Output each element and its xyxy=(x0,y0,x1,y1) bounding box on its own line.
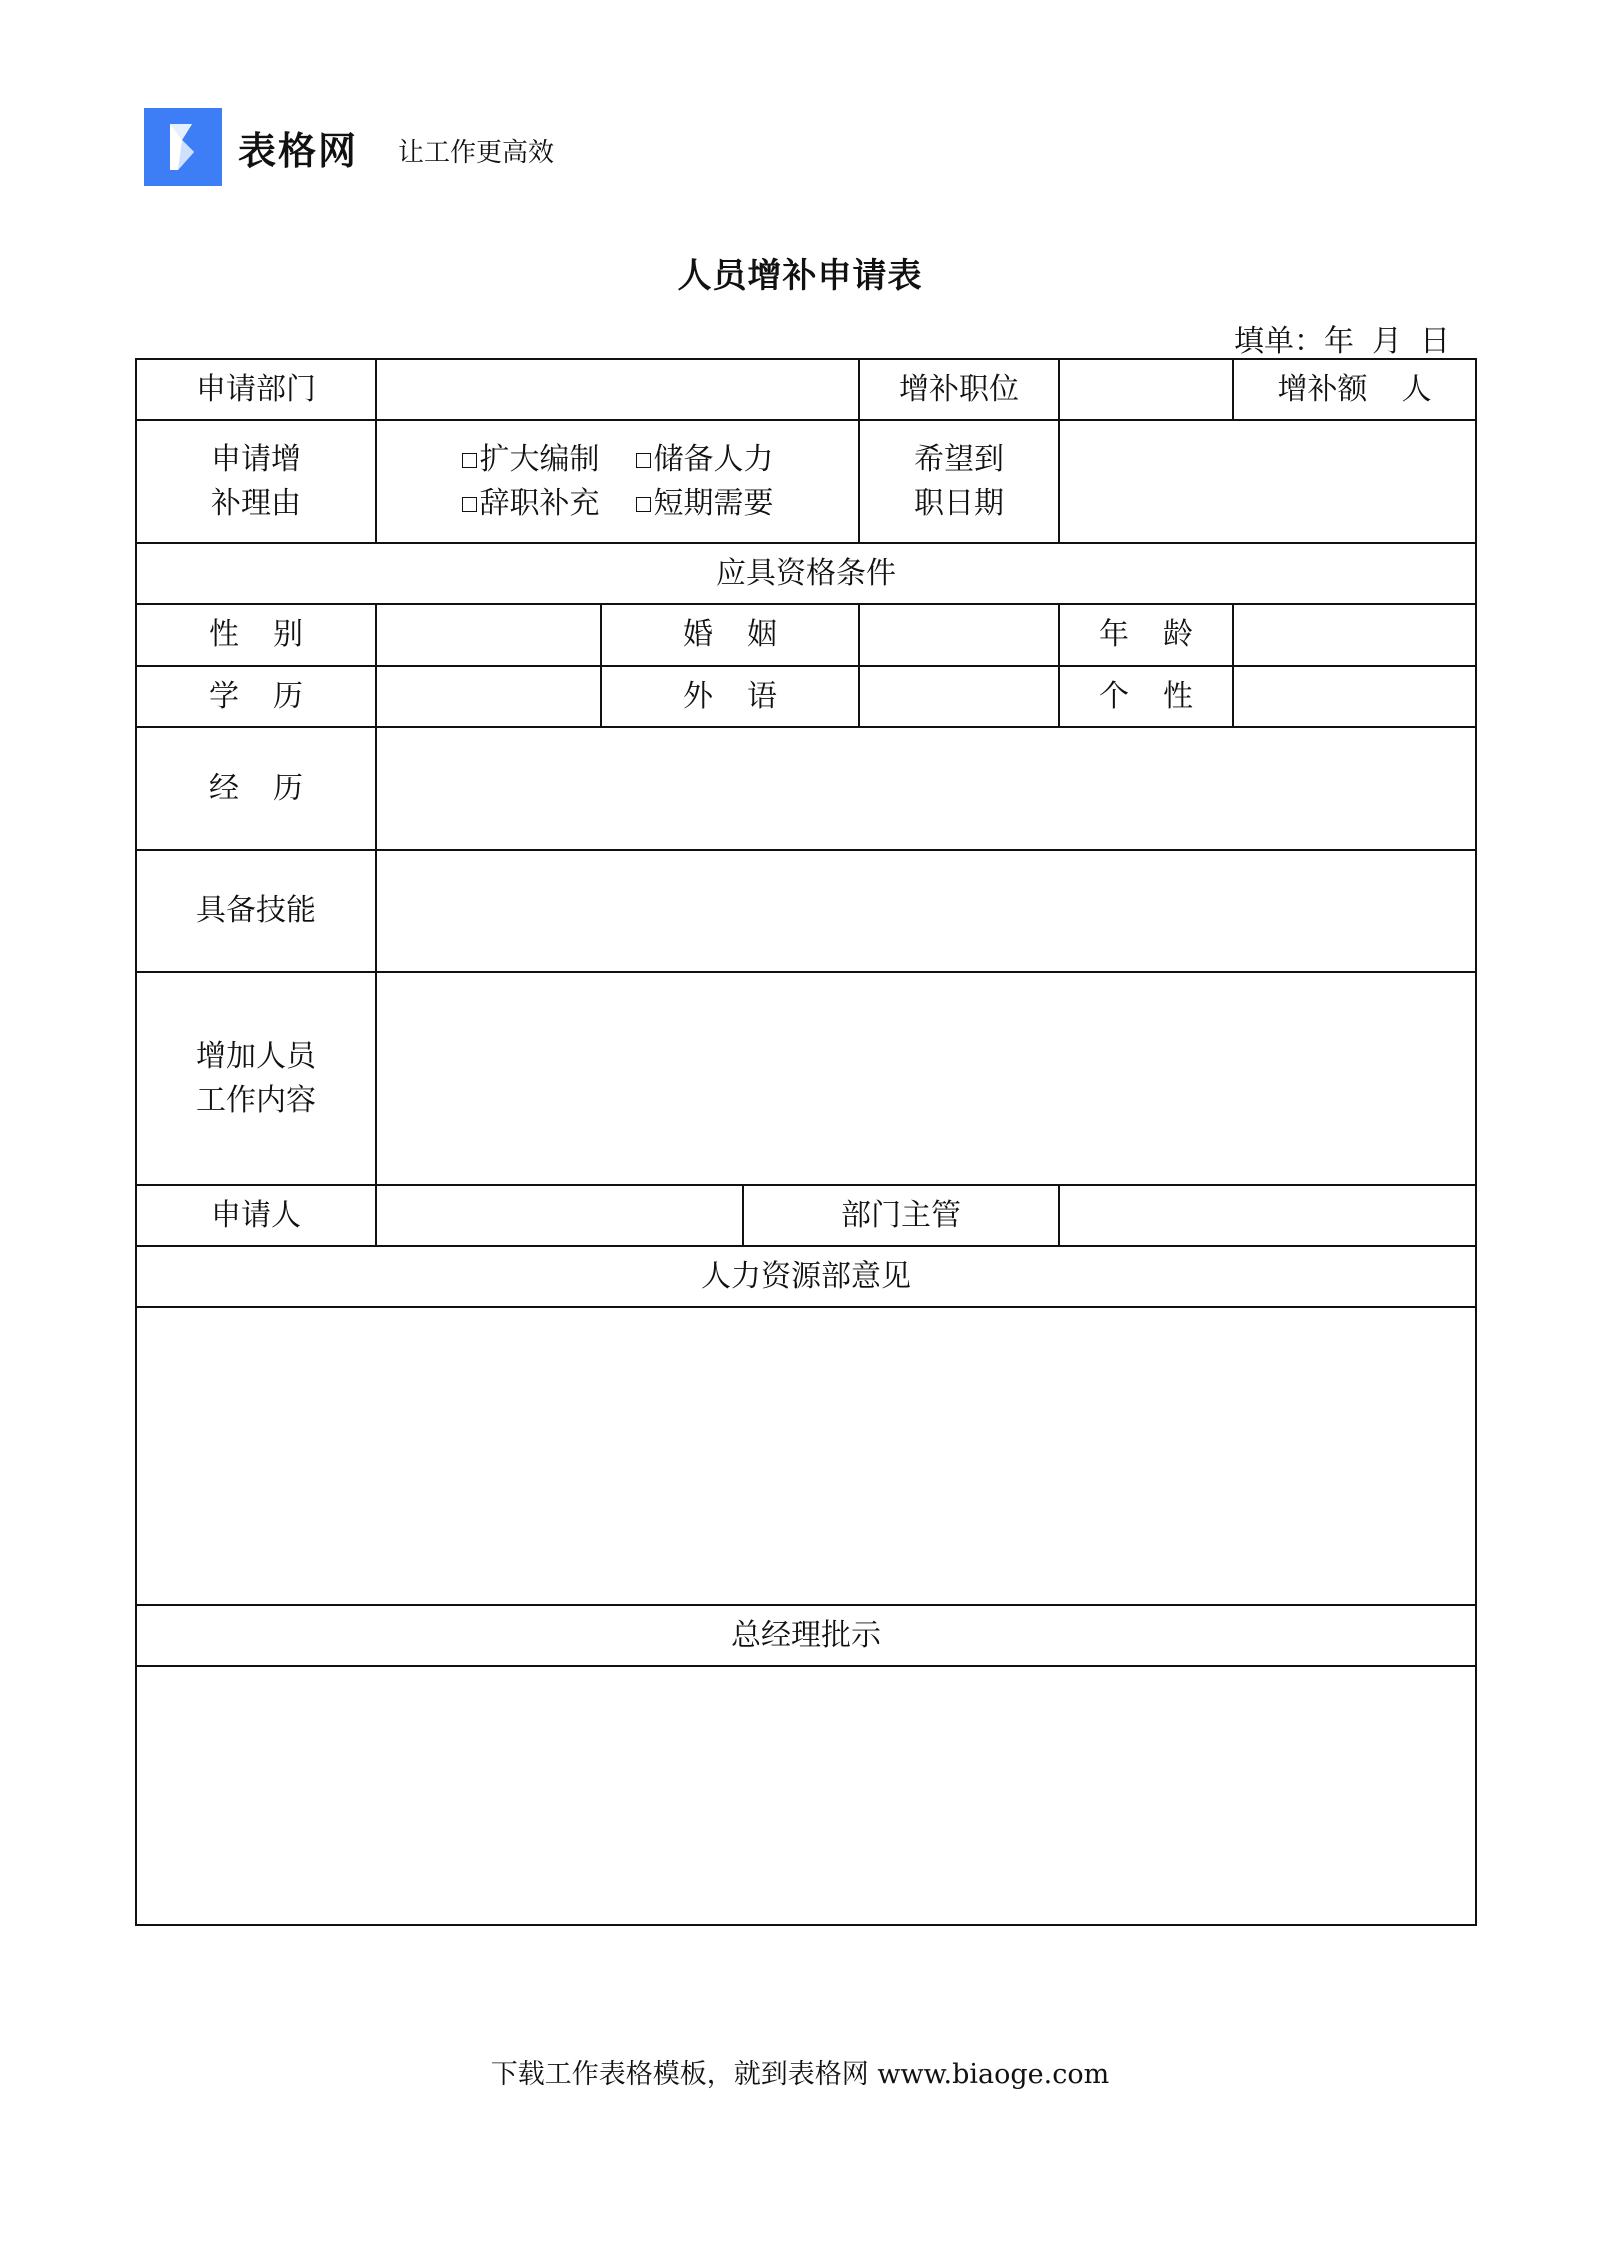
education-label: 学 历 xyxy=(136,666,376,727)
skills-field[interactable] xyxy=(376,850,1476,972)
gm-approval-header: 总经理批示 xyxy=(136,1605,1476,1666)
fill-date-year: 年 xyxy=(1324,324,1354,359)
supervisor-field[interactable] xyxy=(1059,1185,1476,1246)
application-form xyxy=(135,358,1477,1926)
reason-label: 申请增 补理由 xyxy=(136,420,376,543)
marriage-label: 婚 姻 xyxy=(601,604,859,666)
page-title: 人员增补申请表 xyxy=(677,256,923,296)
marriage-field[interactable] xyxy=(859,604,1059,666)
reason-option-shortterm[interactable]: 短期需要 xyxy=(636,482,774,526)
checkbox-icon[interactable] xyxy=(462,497,477,512)
fill-date-month: 月 xyxy=(1372,324,1402,359)
hr-opinion-field[interactable] xyxy=(136,1307,1476,1605)
personality-label: 个 性 xyxy=(1059,666,1233,727)
checkbox-icon[interactable] xyxy=(636,453,651,468)
qualifications-header: 应具资格条件 xyxy=(136,543,1476,604)
reason-option-expand[interactable]: 扩大编制 xyxy=(462,438,600,482)
quota-cell[interactable] xyxy=(1233,359,1476,420)
position-field[interactable] xyxy=(1059,359,1233,420)
fill-date-label: 填单： xyxy=(1234,324,1324,359)
personality-field[interactable] xyxy=(1233,666,1476,727)
quota-label: 增补额 xyxy=(1277,371,1368,407)
applicant-label: 申请人 xyxy=(136,1185,376,1246)
reason-option-reserve[interactable]: 储备人力 xyxy=(636,438,774,482)
education-field[interactable] xyxy=(376,666,601,727)
reason-options xyxy=(376,420,859,543)
checkbox-icon[interactable] xyxy=(636,497,651,512)
experience-field[interactable] xyxy=(376,727,1476,850)
applicant-field[interactable] xyxy=(376,1185,743,1246)
work-content-field[interactable] xyxy=(376,972,1476,1185)
biaoge-logo-icon xyxy=(144,108,222,186)
apply-dept-field[interactable] xyxy=(376,359,859,420)
reason-option-resign[interactable]: 辞职补充 xyxy=(462,482,600,526)
brand-name: 表格网 xyxy=(238,128,359,173)
hr-opinion-header: 人力资源部意见 xyxy=(136,1246,1476,1307)
position-label: 增补职位 xyxy=(859,359,1059,420)
checkbox-icon[interactable] xyxy=(462,453,477,468)
apply-dept-label: 申请部门 xyxy=(136,359,376,420)
footer-text: 下载工作表格模板，就到表格网 www.biaoge.com xyxy=(490,2059,1110,2090)
gm-approval-field[interactable] xyxy=(136,1666,1476,1925)
skills-label: 具备技能 xyxy=(136,850,376,972)
experience-label: 经 历 xyxy=(136,727,376,850)
gender-field[interactable] xyxy=(376,604,601,666)
brand-header xyxy=(144,108,554,186)
quota-unit: 人 xyxy=(1401,371,1432,407)
language-label: 外 语 xyxy=(601,666,859,727)
work-content-label: 增加人员 工作内容 xyxy=(136,972,376,1185)
hire-date-field[interactable] xyxy=(1059,420,1476,543)
age-field[interactable] xyxy=(1233,604,1476,666)
brand-slogan: 让工作更高效 xyxy=(398,137,555,168)
fill-date-day: 日 xyxy=(1420,324,1450,359)
age-label: 年 龄 xyxy=(1059,604,1233,666)
gender-label: 性 别 xyxy=(136,604,376,666)
supervisor-label: 部门主管 xyxy=(743,1185,1059,1246)
fill-date xyxy=(1234,316,1450,360)
language-field[interactable] xyxy=(859,666,1059,727)
hire-date-label: 希望到 职日期 xyxy=(859,420,1059,543)
